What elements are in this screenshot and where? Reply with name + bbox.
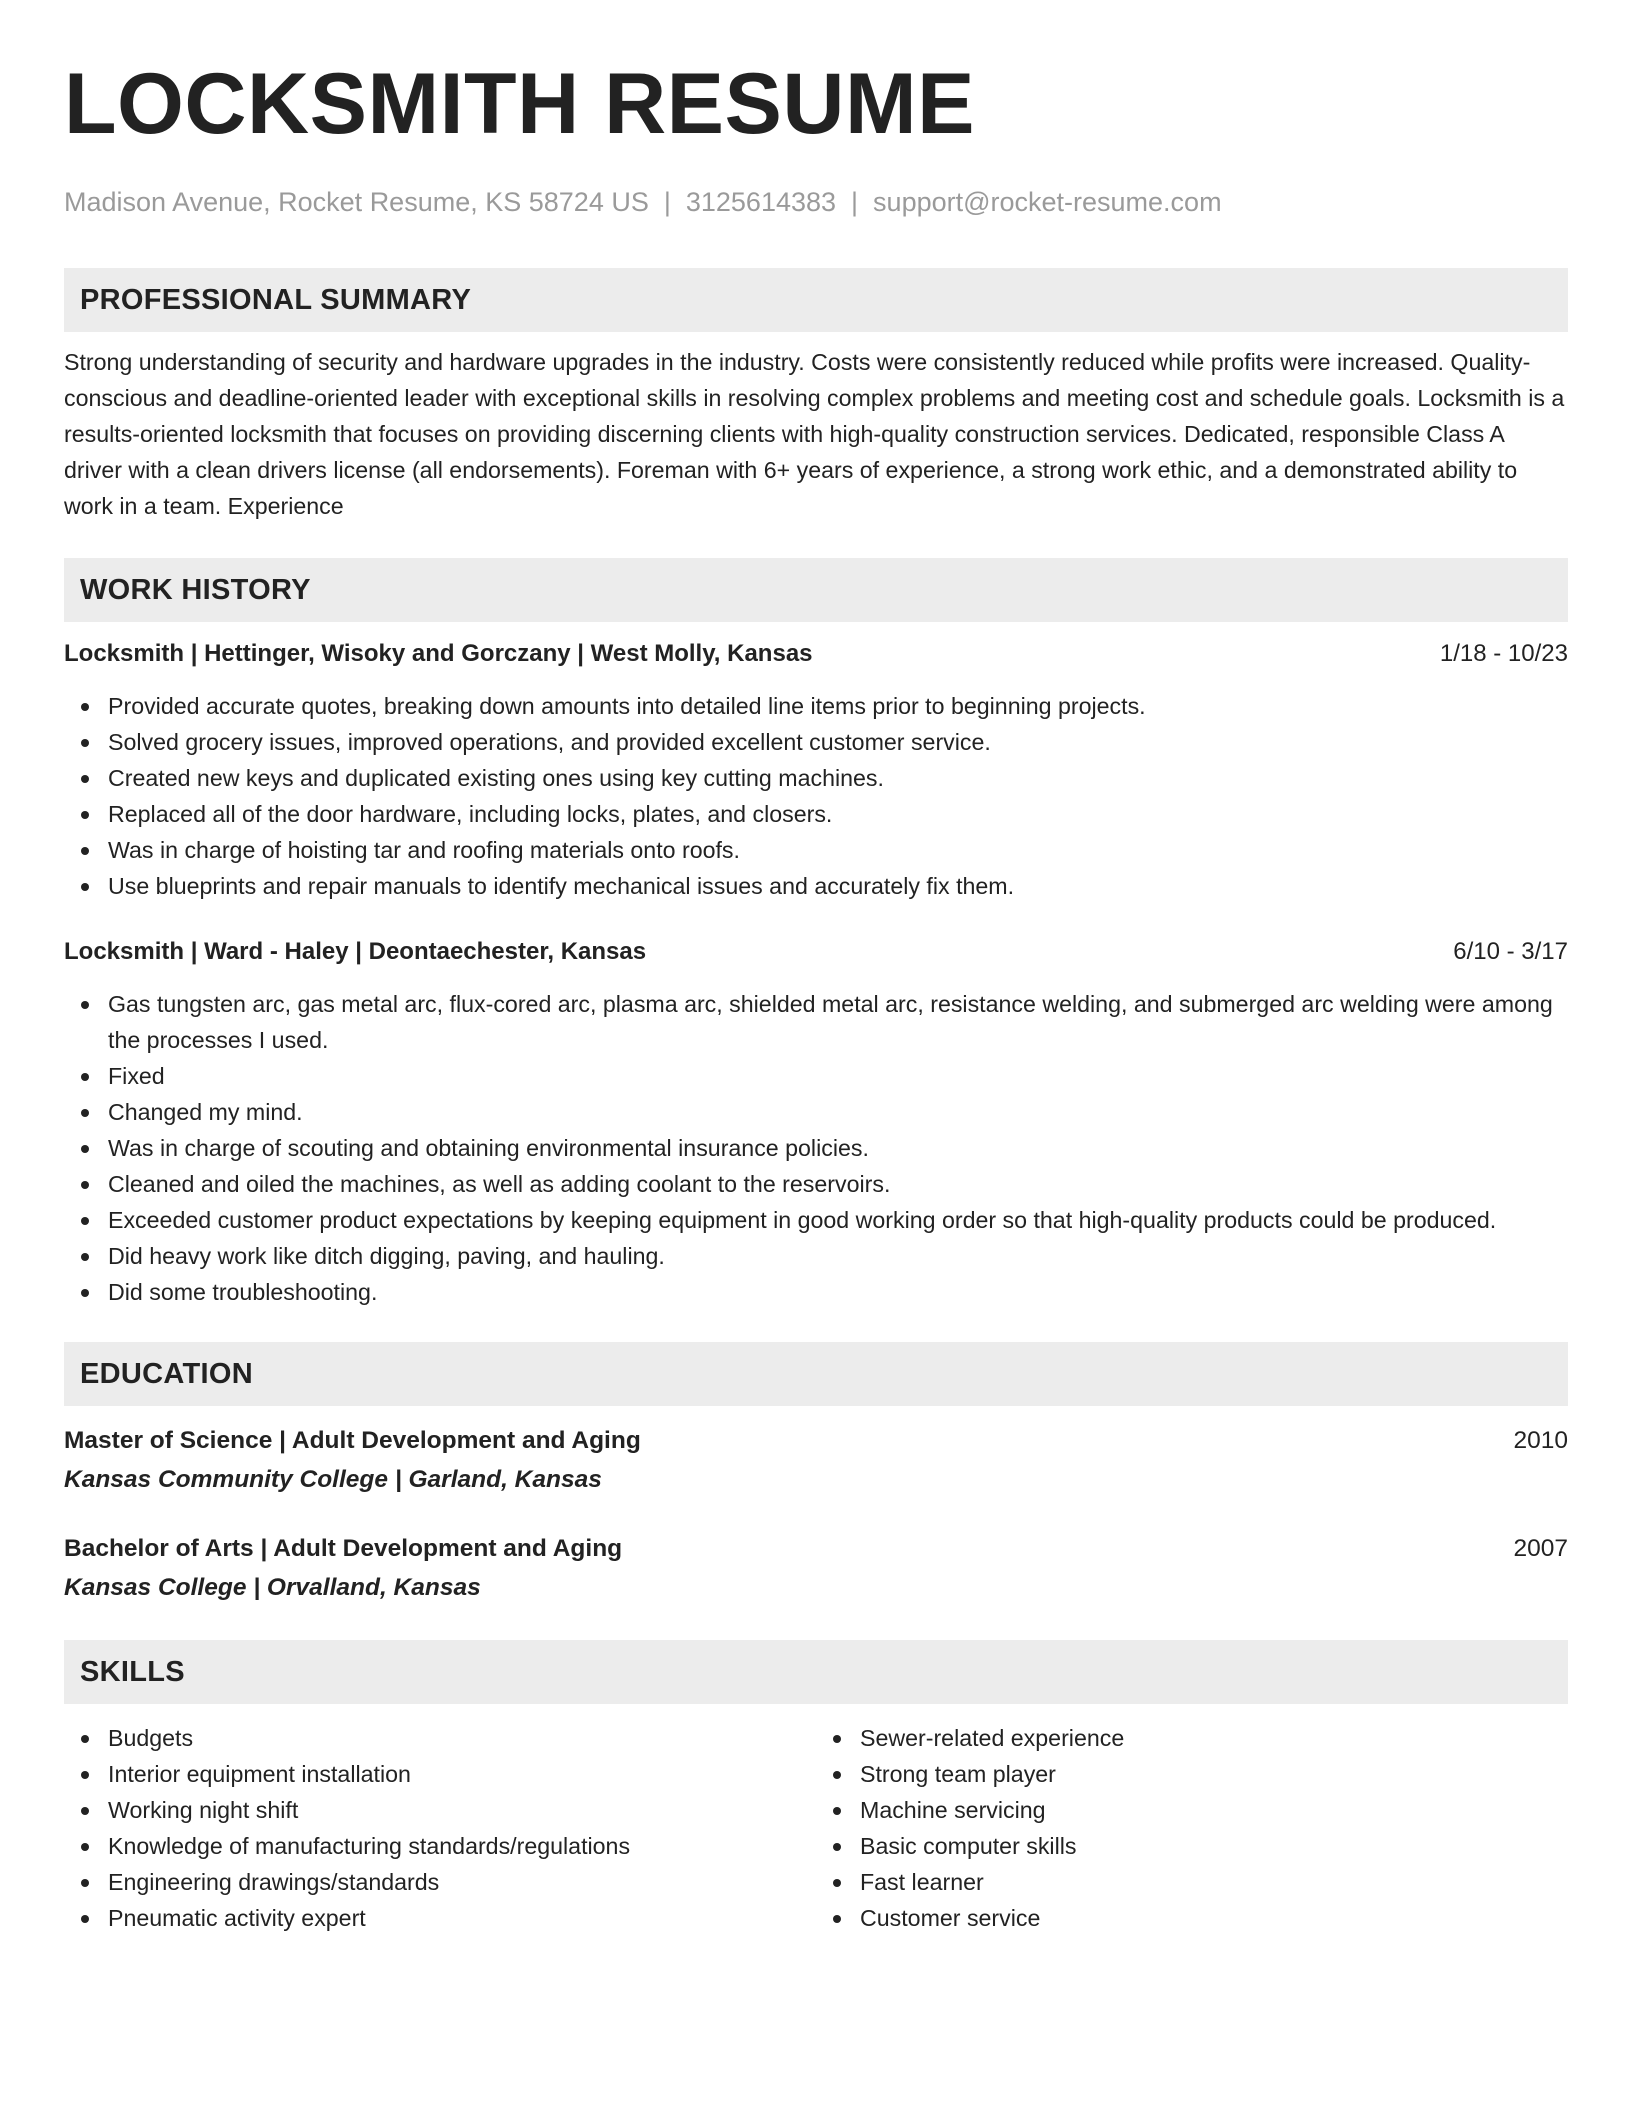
job-bullets bbox=[64, 986, 1568, 1310]
list-item: Created new keys and duplicated existing ones using key cutting machines. bbox=[108, 760, 1568, 796]
list-item: Fixed bbox=[108, 1058, 1568, 1094]
job-header bbox=[64, 934, 1568, 970]
job-entry bbox=[64, 934, 1568, 1310]
education-header bbox=[64, 1530, 1568, 1568]
list-item: Gas tungsten arc, gas metal arc, flux-cored arc, plasma arc, shielded metal arc, resistance welding, and submerged arc welding were among the processes I used. bbox=[108, 986, 1568, 1058]
job-entry bbox=[64, 636, 1568, 904]
skill-item: Basic computer skills bbox=[860, 1828, 1568, 1864]
skill-item: Machine servicing bbox=[860, 1792, 1568, 1828]
skill-item: Fast learner bbox=[860, 1864, 1568, 1900]
education-degree: Bachelor of Arts | Adult Development and Aging bbox=[64, 1535, 623, 1562]
list-item: Was in charge of scouting and obtaining environmental insurance policies. bbox=[108, 1130, 1568, 1166]
skill-item: Knowledge of manufacturing standards/regulations bbox=[108, 1828, 816, 1864]
skill-item: Customer service bbox=[860, 1900, 1568, 1936]
skill-item: Engineering drawings/standards bbox=[108, 1864, 816, 1900]
skills-list-right bbox=[816, 1720, 1568, 1936]
list-item: Use blueprints and repair manuals to identify mechanical issues and accurately fix them. bbox=[108, 868, 1568, 904]
contact-line bbox=[64, 184, 1568, 220]
contact-separator: | bbox=[663, 187, 671, 217]
list-item: Was in charge of hoisting tar and roofing materials onto roofs. bbox=[108, 832, 1568, 868]
contact-separator: | bbox=[851, 187, 859, 217]
list-item: Did heavy work like ditch digging, paving, and hauling. bbox=[108, 1238, 1568, 1274]
skill-item: Sewer-related experience bbox=[860, 1720, 1568, 1756]
contact-phone: 3125614383 bbox=[685, 187, 837, 217]
list-item: Provided accurate quotes, breaking down amounts into detailed line items prior to beginning projects. bbox=[108, 688, 1568, 724]
list-item: Did some troubleshooting. bbox=[108, 1274, 1568, 1310]
education-entry bbox=[64, 1530, 1568, 1608]
education-year: 2007 bbox=[1513, 1535, 1568, 1562]
list-item: Solved grocery issues, improved operations, and provided excellent customer service. bbox=[108, 724, 1568, 760]
section-heading-summary: PROFESSIONAL SUMMARY bbox=[64, 268, 1568, 332]
job-title: Locksmith | Hettinger, Wisoky and Gorczany | West Molly, Kansas bbox=[64, 640, 813, 667]
list-item: Exceeded customer product expectations by keeping equipment in good working order so that high-quality products could be produced. bbox=[108, 1202, 1568, 1238]
contact-address: Madison Avenue, Rocket Resume, KS 58724 US bbox=[64, 187, 649, 217]
section-heading-education: EDUCATION bbox=[64, 1342, 1568, 1406]
education-school: Kansas Community College | Garland, Kansas bbox=[64, 1466, 602, 1493]
section-heading-skills: SKILLS bbox=[64, 1640, 1568, 1704]
skills-list-left bbox=[64, 1720, 816, 1936]
list-item: Replaced all of the door hardware, including locks, plates, and closers. bbox=[108, 796, 1568, 832]
list-item: Changed my mind. bbox=[108, 1094, 1568, 1130]
skill-item: Strong team player bbox=[860, 1756, 1568, 1792]
education-year: 2010 bbox=[1513, 1427, 1568, 1454]
job-title: Locksmith | Ward - Haley | Deontaechester, Kansas bbox=[64, 938, 647, 965]
education-header bbox=[64, 1422, 1568, 1460]
skill-item: Budgets bbox=[108, 1720, 816, 1756]
skills-columns bbox=[64, 1720, 1568, 1936]
education-entry bbox=[64, 1422, 1568, 1500]
job-header bbox=[64, 636, 1568, 672]
section-heading-work-history: WORK HISTORY bbox=[64, 558, 1568, 622]
skill-item: Pneumatic activity expert bbox=[108, 1900, 816, 1936]
skill-item: Interior equipment installation bbox=[108, 1756, 816, 1792]
skill-item: Working night shift bbox=[108, 1792, 816, 1828]
resume-title: LOCKSMITH RESUME bbox=[64, 56, 975, 152]
summary-text: Strong understanding of security and hardware upgrades in the industry. Costs were consistently reduced while profits were increased. Quality-conscious and deadline-oriented leader with exceptional skills in resolving complex problems and meeting cost and schedule goals. Locksmith is a results-oriented locksmith that focuses on providing discerning clients with high-quality construction services. Dedicated, responsible Class A driver with a clean drivers license (all endorsements). Foreman with 6+ years of experience, a strong work ethic, and a demonstrated ability to work in a team. Experience bbox=[64, 349, 1565, 519]
job-bullets bbox=[64, 688, 1568, 904]
job-dates: 1/18 - 10/23 bbox=[1439, 640, 1568, 667]
list-item: Cleaned and oiled the machines, as well as adding coolant to the reservoirs. bbox=[108, 1166, 1568, 1202]
contact-email: support@rocket-resume.com bbox=[873, 187, 1222, 217]
education-school: Kansas College | Orvalland, Kansas bbox=[64, 1574, 481, 1601]
job-dates: 6/10 - 3/17 bbox=[1453, 938, 1568, 965]
education-degree: Master of Science | Adult Development and Aging bbox=[64, 1427, 641, 1454]
